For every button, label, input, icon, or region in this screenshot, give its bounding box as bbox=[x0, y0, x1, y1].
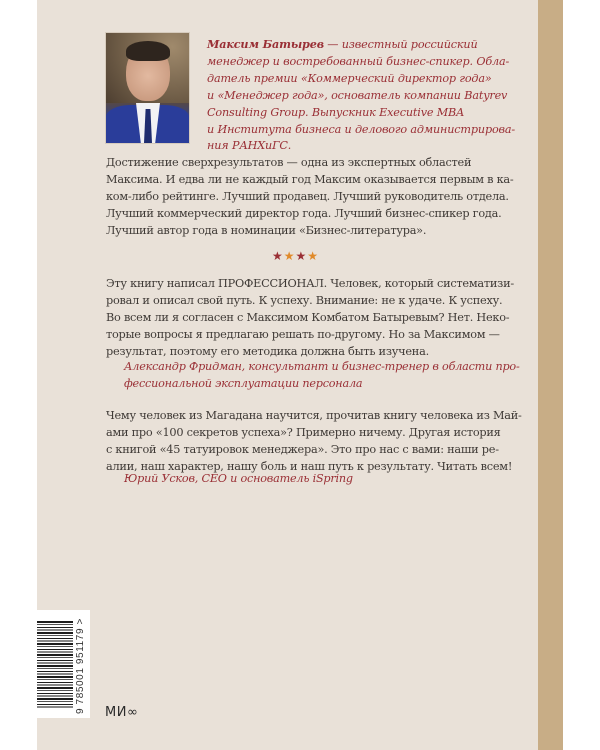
attribution-line: Александр Фридман, консультант и бизнес-тренер в области про- bbox=[124, 360, 520, 373]
author-name: Максим Батырев bbox=[207, 37, 324, 51]
paragraph-line: Достижение сверхрезультатов — одна из экспертных областей bbox=[106, 156, 472, 169]
paragraph-line: ами про «100 секретов успеха»? Примерно ничему. Другая история bbox=[106, 426, 501, 439]
paragraph-line: Чему человек из Магадана научится, прочитав книгу человека из Май- bbox=[106, 409, 522, 422]
paragraph-line: торые вопросы я предлагаю решать по-другому. Но за Максимом — bbox=[106, 328, 500, 341]
review-1-text bbox=[106, 275, 514, 360]
paragraph-line: Лучший автор года в номинации «Бизнес-литература». bbox=[106, 224, 427, 237]
intro-paragraph bbox=[106, 154, 514, 239]
bio-line: и Института бизнеса и делового администрирова- bbox=[207, 122, 516, 136]
barcode-digits: 9 785001 951179 > bbox=[75, 618, 86, 714]
star-divider bbox=[272, 249, 319, 263]
barcode-bars bbox=[37, 621, 73, 709]
review-1-attribution bbox=[124, 358, 520, 392]
paragraph-line: ровал и описал свой путь. К успеху. Внимание: не к удаче. К успеху. bbox=[106, 294, 503, 307]
star-icon: ★ bbox=[307, 249, 320, 263]
publisher-logo: МИ∞ bbox=[105, 705, 139, 720]
paragraph-line: Во всем ли я согласен с Максимом Комбатом Батыревым? Нет. Неко- bbox=[106, 311, 510, 324]
bio-line: Consulting Group. Выпускник Executive MBA bbox=[207, 105, 465, 119]
paragraph-line: с книгой «45 татуировок менеджера». Это про нас с вами: наши ре- bbox=[106, 443, 499, 456]
book-spine bbox=[538, 0, 563, 750]
bio-line: менеджер и востребованный бизнес-спикер. Обла- bbox=[207, 54, 510, 68]
bio-line bbox=[207, 36, 497, 54]
paragraph-line: ком-либо рейтинге. Лучший продавец. Лучший руководитель отдела. bbox=[106, 190, 509, 203]
paragraph-line: Лучший коммерческий директор года. Лучший бизнес-спикер года. bbox=[106, 207, 502, 220]
paragraph-line: алии, наш характер, нашу боль и наш путь к результату. Читать всем! bbox=[106, 460, 513, 473]
star-icon: ★ bbox=[272, 249, 284, 263]
bio-line-text: — известный российский bbox=[323, 38, 478, 51]
bio-line: ния РАНХиГС. bbox=[207, 139, 292, 153]
star-icon: ★ bbox=[295, 249, 308, 263]
review-2-attribution bbox=[124, 470, 494, 487]
photo-hair bbox=[126, 41, 170, 61]
author-photo bbox=[106, 33, 189, 143]
bio-line: датель премии «Коммерческий директор года» bbox=[207, 71, 492, 85]
attribution-line: фессиональной эксплуатации персонала bbox=[124, 377, 363, 390]
paragraph-line: результат, поэтому его методика должна быть изучена. bbox=[106, 345, 429, 358]
bio-line: и «Менеджер года», основатель компании Batyrev bbox=[207, 88, 508, 102]
star-icon: ★ bbox=[283, 249, 296, 263]
isbn-barcode bbox=[37, 610, 90, 718]
paragraph-line: Эту книгу написал ПРОФЕССИОНАЛ. Человек, который систематизи- bbox=[106, 277, 514, 290]
attribution-line: Юрий Усков, CEO и основатель iSpring bbox=[124, 472, 353, 485]
paragraph-line: Максима. И едва ли не каждый год Максим оказывается первым в ка- bbox=[106, 173, 514, 186]
review-2-text bbox=[106, 407, 522, 475]
author-bio bbox=[207, 36, 516, 155]
